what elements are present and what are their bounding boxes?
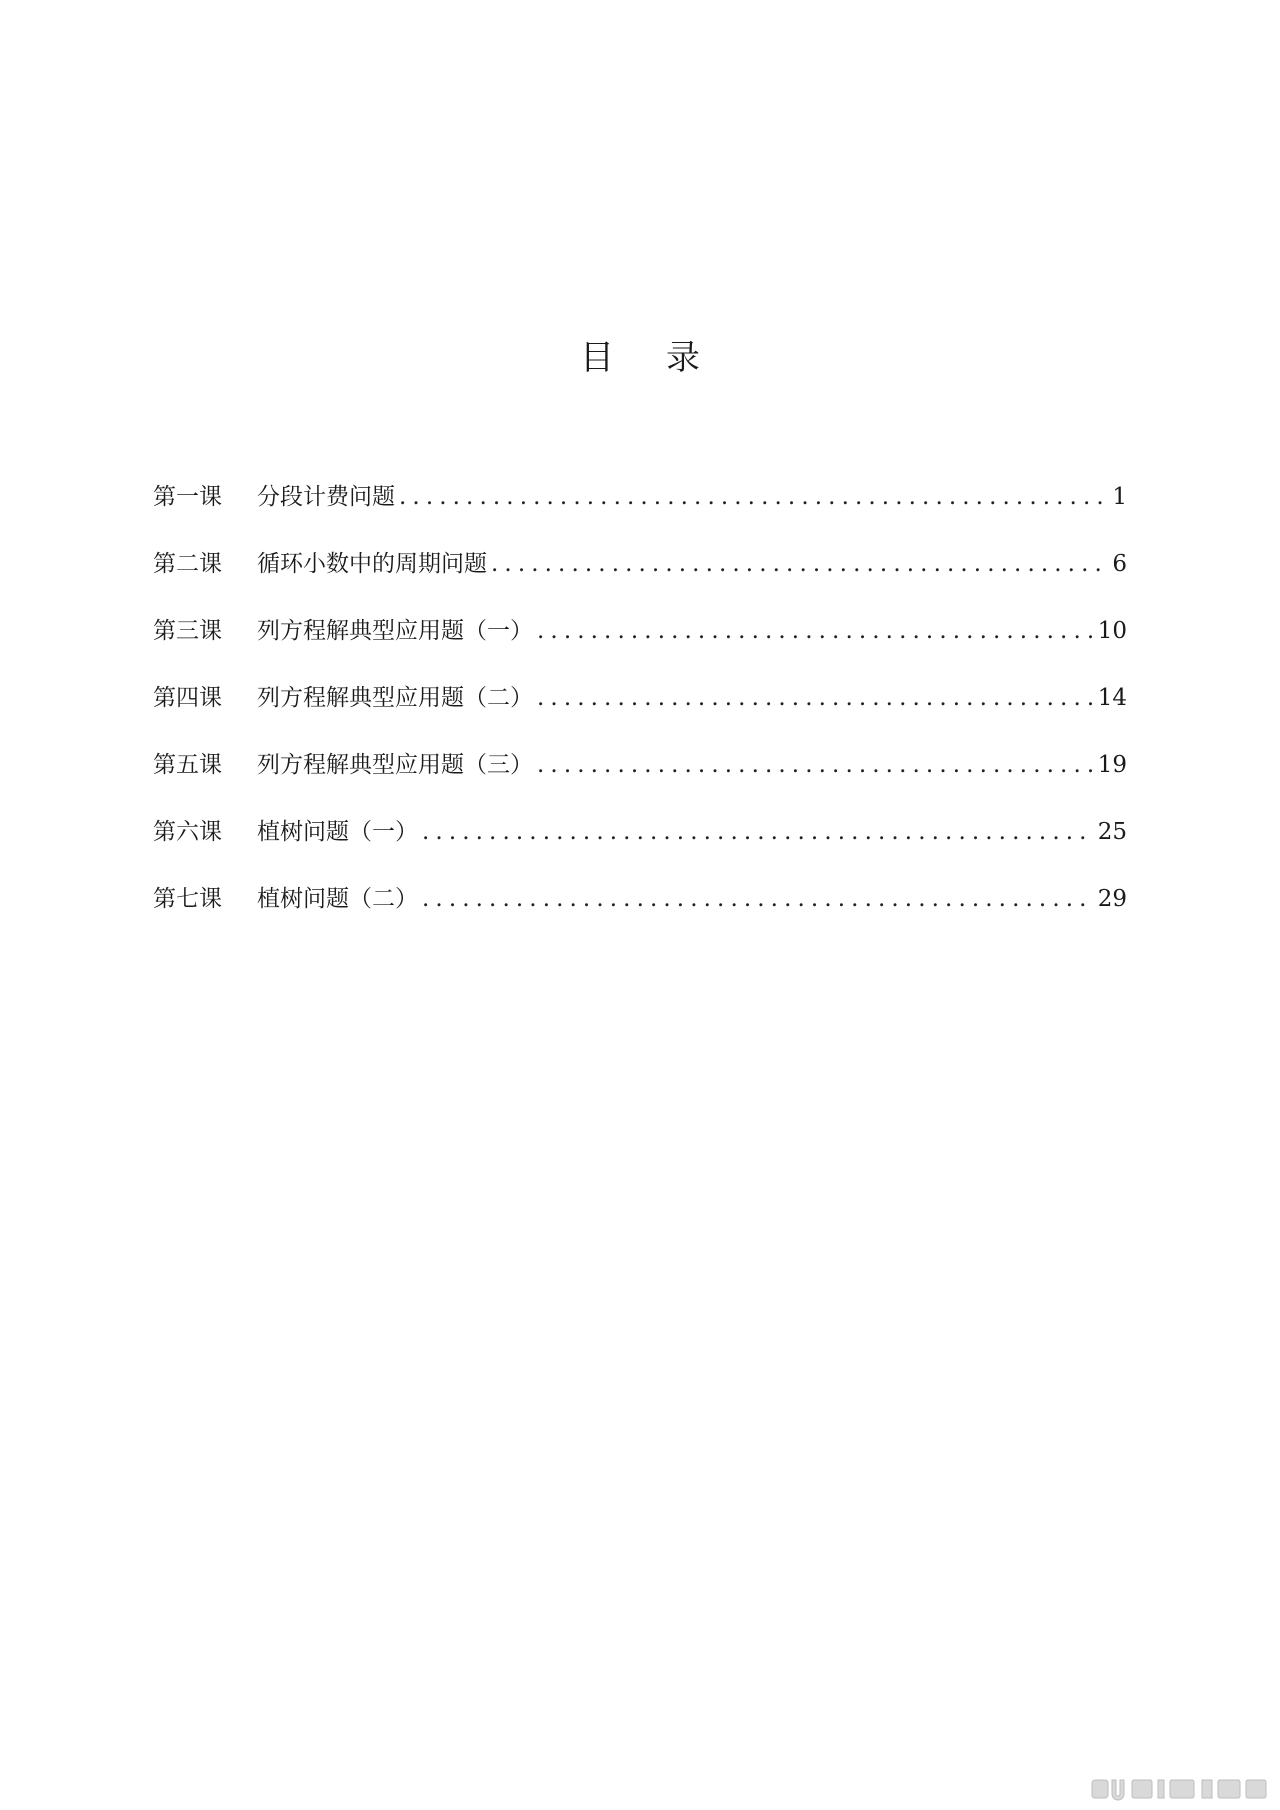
toc-dot-leader: [537, 618, 1094, 644]
watermark-logo-icon: [1090, 1774, 1270, 1804]
toc-dot-leader: [422, 819, 1094, 845]
page-title: [0, 330, 1280, 379]
toc-topic: 列方程解典型应用题（一）: [257, 618, 533, 644]
toc-page-number: 1: [1112, 484, 1127, 510]
toc-topic: 列方程解典型应用题（三）: [257, 752, 533, 778]
table-of-contents: [153, 478, 1127, 947]
toc-page-number: 14: [1097, 685, 1127, 711]
toc-dot-leader: [399, 484, 1108, 510]
toc-lesson-number: 第三课: [153, 618, 222, 644]
toc-entry[interactable]: [153, 746, 1127, 813]
toc-lesson-number: 第四课: [153, 685, 222, 711]
toc-entry[interactable]: [153, 478, 1127, 545]
toc-lesson-number: 第一课: [153, 484, 222, 510]
toc-dot-leader: [537, 685, 1094, 711]
title-char-1: 目: [580, 338, 614, 378]
toc-entry[interactable]: [153, 880, 1127, 947]
toc-entry[interactable]: [153, 813, 1127, 880]
toc-page-number: 25: [1097, 819, 1127, 845]
toc-topic: 植树问题（一）: [257, 819, 418, 845]
toc-page-number: 6: [1112, 551, 1127, 577]
toc-lesson-number: 第二课: [153, 551, 222, 577]
toc-entry[interactable]: [153, 612, 1127, 679]
toc-dot-leader: [422, 886, 1094, 912]
toc-page-number: 29: [1097, 886, 1127, 912]
toc-topic: 植树问题（二）: [257, 886, 418, 912]
toc-dot-leader: [491, 551, 1108, 577]
toc-entry[interactable]: [153, 679, 1127, 746]
toc-lesson-number: 第五课: [153, 752, 222, 778]
toc-page-number: 19: [1097, 752, 1127, 778]
toc-topic: 分段计费问题: [257, 484, 395, 510]
toc-lesson-number: 第七课: [153, 886, 222, 912]
toc-entry[interactable]: [153, 545, 1127, 612]
toc-lesson-number: 第六课: [153, 819, 222, 845]
toc-dot-leader: [537, 752, 1094, 778]
toc-topic: 列方程解典型应用题（二）: [257, 685, 533, 711]
toc-page-number: 10: [1097, 618, 1127, 644]
title-char-2: 录: [666, 338, 700, 378]
toc-topic: 循环小数中的周期问题: [257, 551, 487, 577]
